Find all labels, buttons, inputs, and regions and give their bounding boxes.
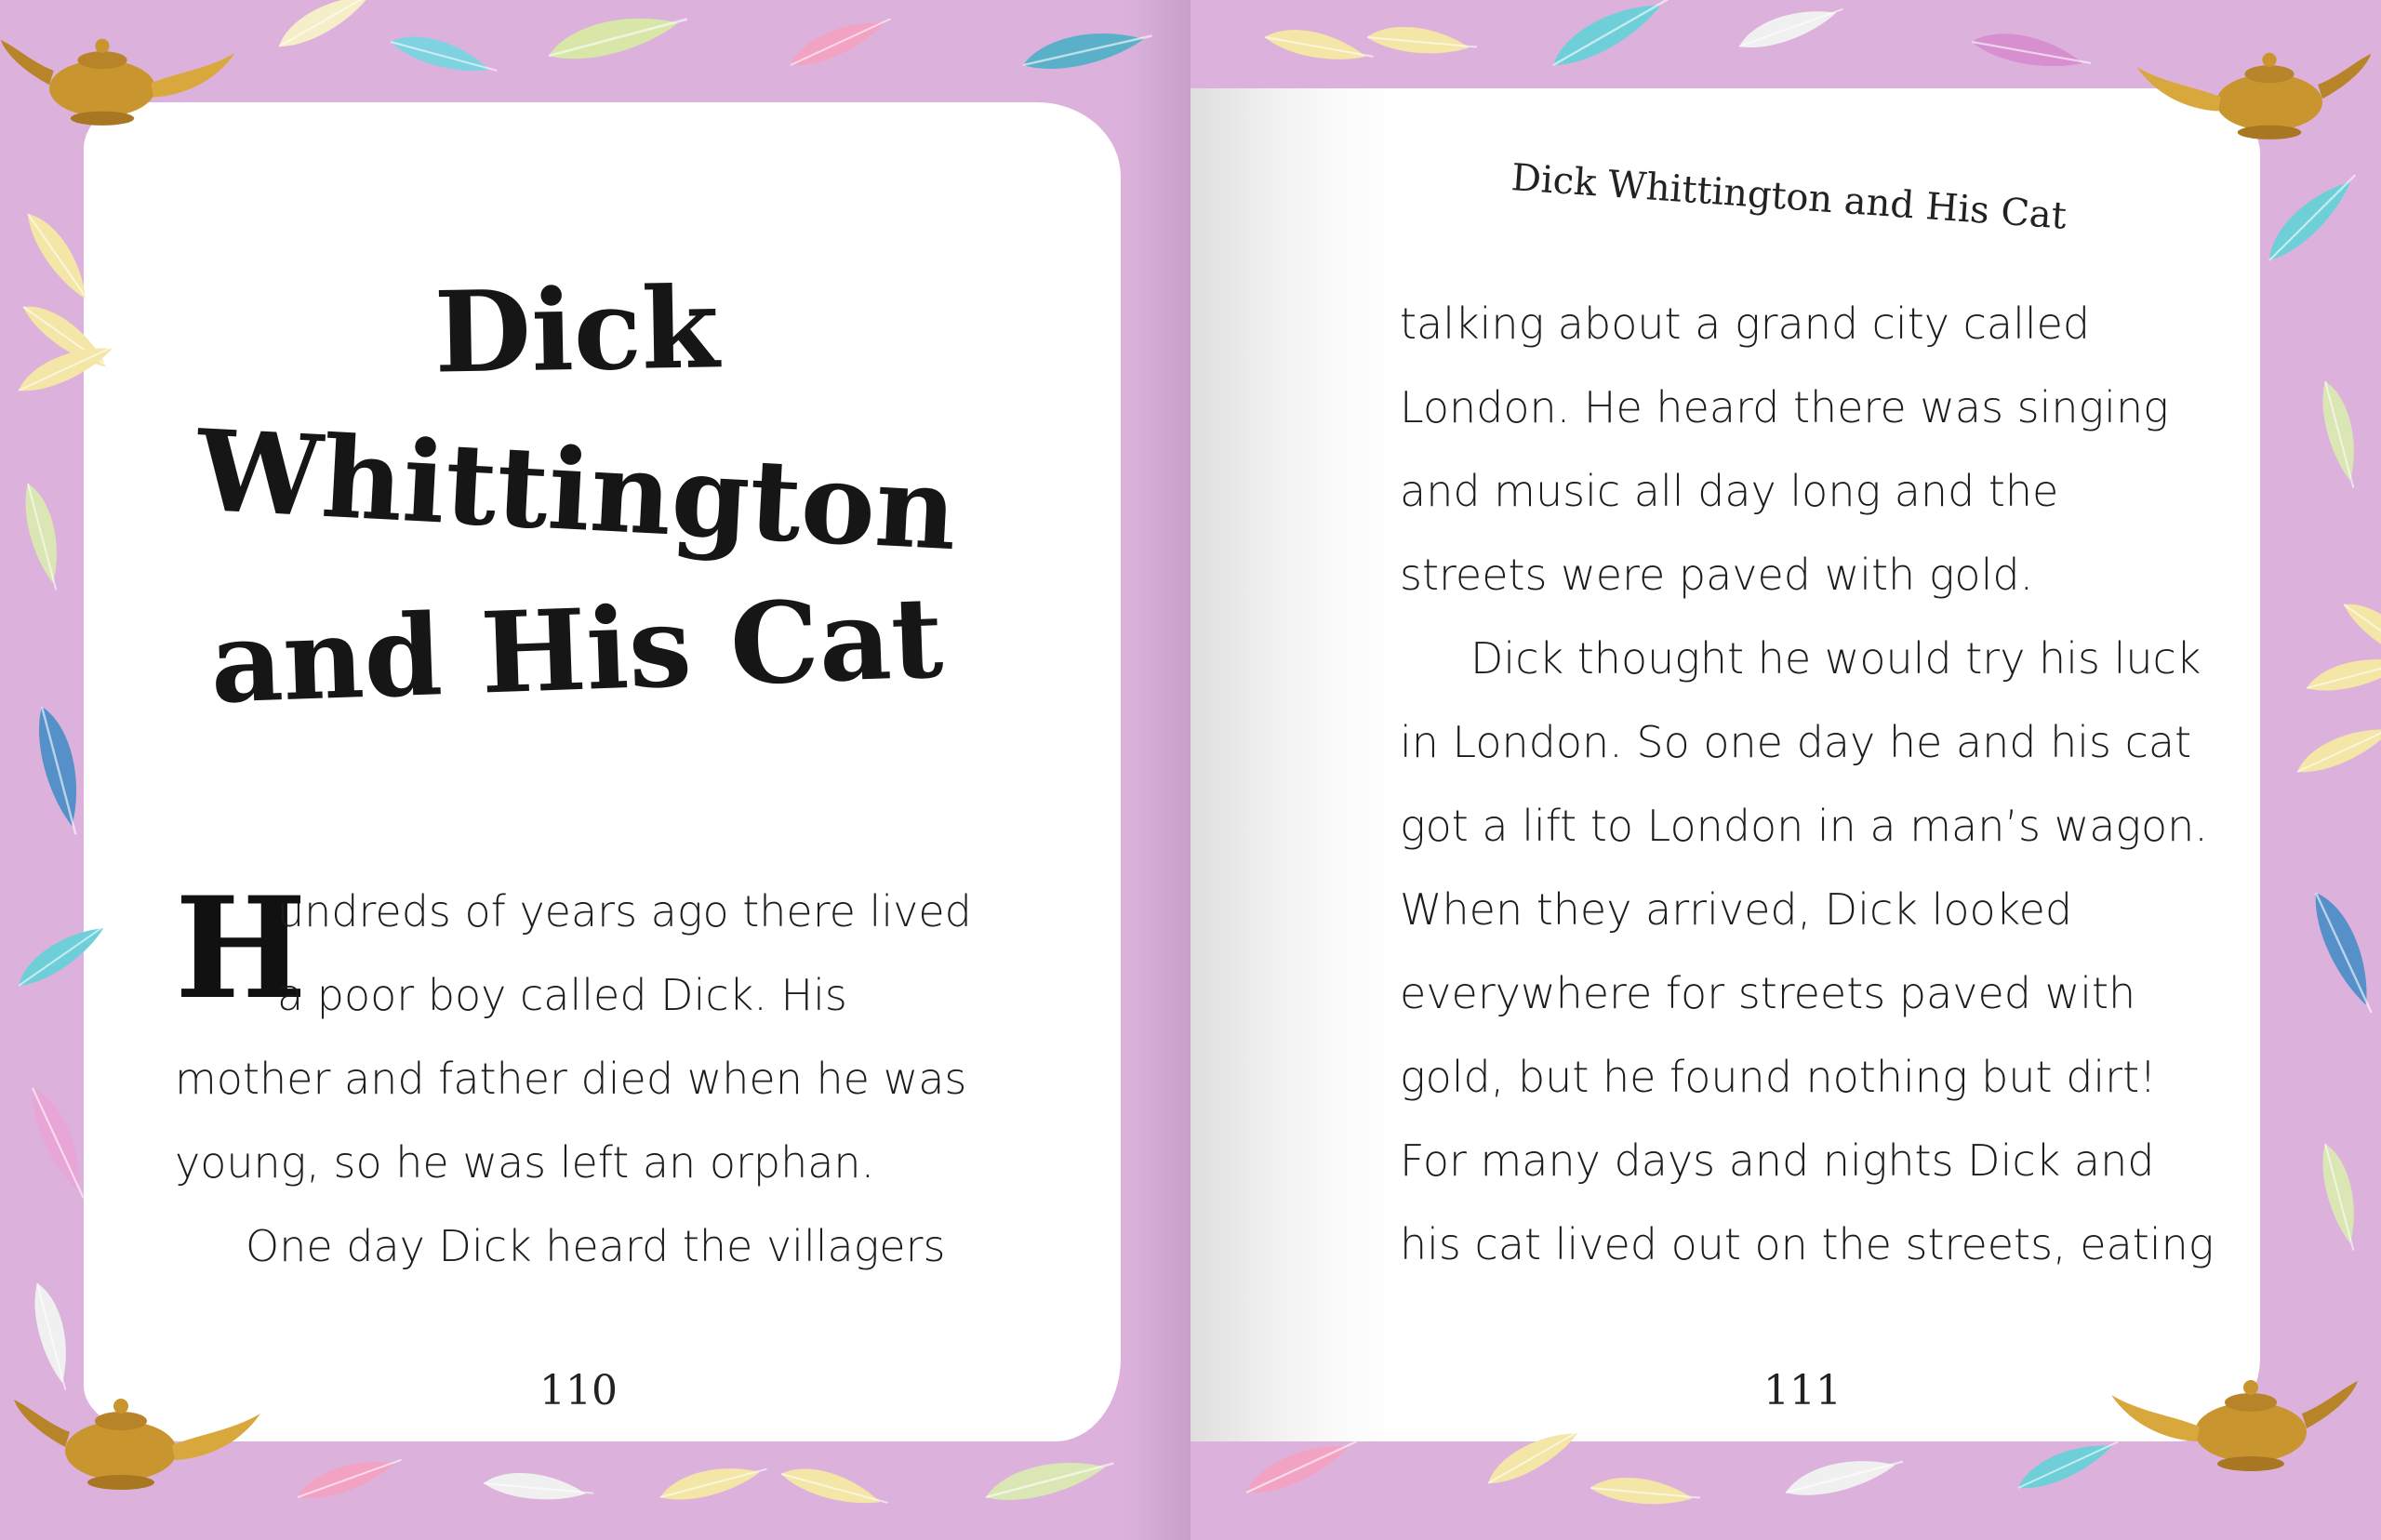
page-number-right: 111: [1763, 1367, 1842, 1414]
feather-icon: [2308, 885, 2381, 1019]
feather-icon: [1782, 1453, 1906, 1501]
feather-icon: [778, 1457, 890, 1519]
body-line: in London. So one day he and his cat: [1400, 717, 2192, 767]
body-line: everywhere for streets paved with: [1400, 968, 2136, 1018]
body-line: talking about a grand city called: [1400, 299, 2091, 349]
title-line-1: Dick: [432, 262, 721, 399]
body-line: got a lift to London in a man’s wagon.: [1400, 801, 2208, 851]
feather-icon: [388, 25, 499, 86]
feather-icon: [2012, 1433, 2123, 1494]
feather-icon: [2318, 1141, 2361, 1254]
feather-icon: [784, 10, 896, 72]
feather-icon: [272, 0, 381, 53]
feather-icon: [33, 703, 86, 838]
page-number-left: 110: [539, 1367, 618, 1414]
left-page-body: [175, 867, 972, 1288]
feather-icon: [982, 1454, 1117, 1507]
feather-icon: [1263, 20, 1376, 73]
story-title: [158, 251, 995, 731]
feather-icon: [21, 205, 99, 312]
feather-icon: [2256, 167, 2367, 266]
feather-icon: [1970, 22, 2094, 80]
feather-icon: [293, 1452, 406, 1505]
body-line: streets were paved with gold.: [1400, 550, 2034, 600]
title-line-2: Whittington: [193, 405, 961, 577]
body-line: his cat lived out on the streets, eating: [1400, 1219, 2215, 1269]
body-line: young, so he was left an orphan.: [175, 1137, 875, 1188]
drop-cap: H: [175, 867, 307, 1030]
feather-icon: [1020, 25, 1155, 73]
feather-icon: [1366, 20, 1479, 63]
feather-icon: [20, 481, 64, 593]
body-line: a poor boy called Dick. His: [277, 970, 847, 1020]
genie-lamp-icon: [14, 1399, 260, 1490]
body-line: gold, but he found nothing but dirt!: [1400, 1052, 2157, 1102]
feather-icon: [2318, 378, 2361, 491]
body-line: mother and father died when he was: [175, 1054, 967, 1104]
feather-icon: [9, 915, 117, 992]
feather-icon: [1544, 0, 1676, 73]
running-head: Dick Whittington and His Cat: [1510, 156, 2068, 238]
body-line: undreds of years ago there lived: [277, 886, 972, 936]
feather-icon: [25, 1082, 92, 1204]
feather-icon: [2304, 651, 2381, 695]
title-line-3: and His Cat: [207, 572, 946, 729]
feather-icon: [1481, 1421, 1590, 1491]
feather-icon: [30, 1281, 73, 1393]
body-line: When they arrived, Dick looked: [1400, 884, 2073, 935]
feather-icon: [545, 8, 691, 65]
body-line: For many days and nights Dick and: [1400, 1135, 2155, 1186]
genie-lamp-icon: [2111, 1380, 2358, 1471]
genie-lamp-icon: [1, 39, 235, 126]
body-line: Dick thought he would try his luck: [1470, 633, 2201, 684]
feather-icon: [2291, 717, 2381, 778]
body-line: and music all day long and the: [1400, 466, 2059, 516]
feather-icon: [1590, 1470, 1702, 1514]
body-line: London. He heard there was singing: [1400, 382, 2169, 432]
feather-icon: [658, 1460, 770, 1504]
feather-icon: [1240, 1433, 1363, 1500]
genie-lamp-icon: [2137, 53, 2372, 139]
feather-icon: [483, 1466, 595, 1509]
right-page-body: [1400, 282, 2214, 1286]
body-line: One day Dick heard the villagers: [246, 1221, 946, 1271]
feather-icon: [1735, 1, 1847, 54]
